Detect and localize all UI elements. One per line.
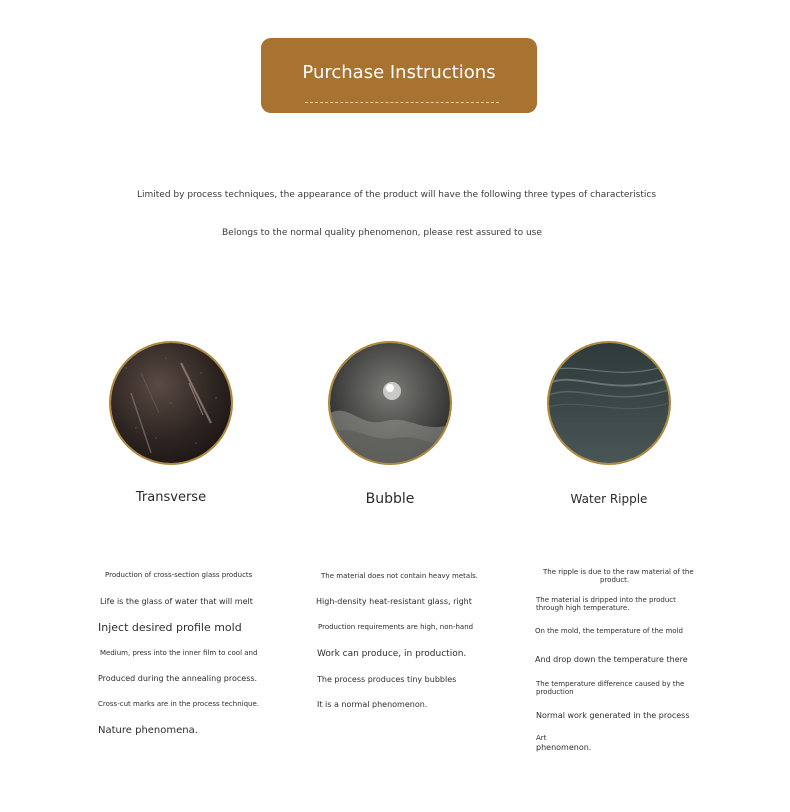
water-ripple-line: phenomenon. [536, 743, 592, 752]
transverse-line: Inject desired profile mold [98, 621, 242, 634]
intro-line-1: Limited by process techniques, the appearance of the product will have the following three types of characteristics [137, 190, 657, 200]
water-ripple-line: through high temperature. [536, 604, 630, 612]
water-ripple-line: Normal work generated in the process [536, 711, 690, 720]
water-ripple-line: And drop down the temperature there [535, 655, 688, 664]
caption-transverse: Transverse [135, 490, 207, 505]
transverse-line: Medium, press into the inner film to cool and [100, 649, 258, 657]
bubble-image [328, 341, 452, 465]
transverse-line: Nature phenomena. [98, 725, 198, 736]
transverse-line: Cross-cut marks are in the process technique. [98, 700, 259, 708]
transverse-line: Produced during the annealing process. [98, 674, 258, 683]
title-underline [305, 102, 499, 103]
bubble-line: The process produces tiny bubbles [317, 675, 457, 684]
water-ripple-line: The ripple is due to the raw material of the [543, 568, 694, 576]
water-ripple-line: The temperature difference caused by the [536, 680, 685, 688]
water-ripple-line: The material is dripped into the product [536, 596, 676, 604]
bubble-line: High-density heat-resistant glass, right [316, 597, 472, 606]
water-ripple-line: On the mold, the temperature of the mold [535, 627, 683, 635]
bubble-line: It is a normal phenomenon. [317, 700, 428, 709]
water-ripple-image [547, 341, 671, 465]
header-banner [261, 38, 537, 113]
bubble-line: Production requirements are high, non-hand [318, 623, 474, 631]
caption-water-ripple: Water Ripple [570, 492, 648, 506]
page-title: Purchase Instructions [302, 62, 496, 83]
water-ripple-line: production [536, 688, 574, 696]
bubble-line: Work can produce, in production. [317, 649, 467, 659]
water-ripple-line: Art [536, 734, 547, 742]
transverse-line: Production of cross-section glass products [105, 571, 253, 579]
transverse-line: Life is the glass of water that will melt [100, 597, 253, 606]
transverse-image [109, 341, 233, 465]
water-ripple-line: product. [600, 576, 630, 584]
intro-line-2: Belongs to the normal quality phenomenon, please rest assured to use [222, 228, 542, 238]
bubble-line: The material does not contain heavy metals. [321, 572, 479, 580]
caption-bubble: Bubble [365, 491, 415, 507]
